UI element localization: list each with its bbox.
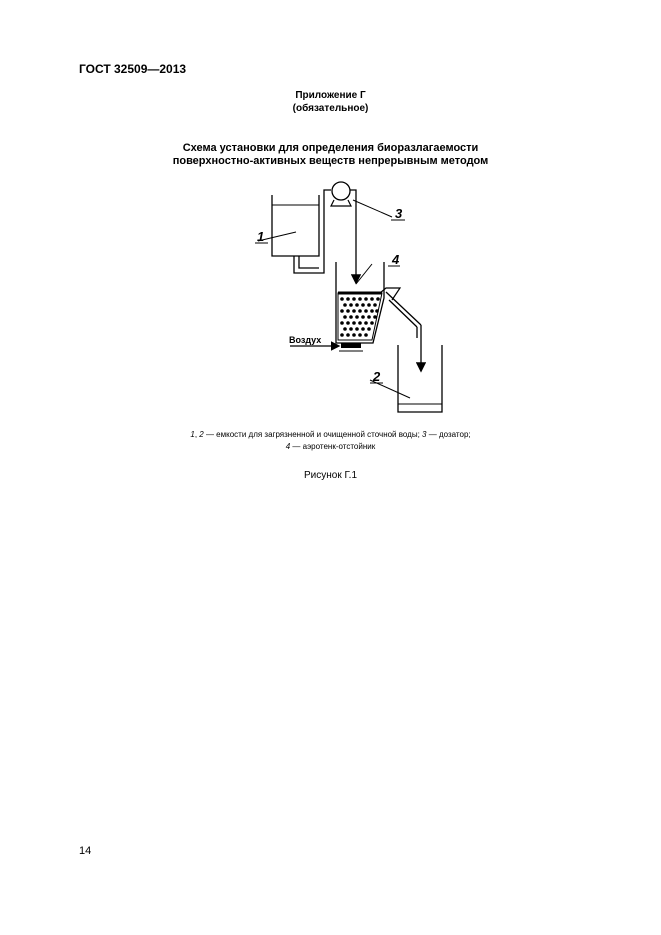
dosing-pump [331,182,351,206]
container-2 [398,345,442,412]
figure-caption-line-2: 4 — аэротенк-отстойник [285,442,376,451]
dosing-pipe [350,190,356,282]
page-number: 14 [79,845,92,857]
container-1 [272,195,319,256]
label-container-2: 2 [373,369,381,384]
overflow-pipe [380,288,421,370]
appendix-title: Приложение Г [295,90,366,101]
label-dosing-pump: 3 [395,206,403,221]
label-air: Воздух [289,335,322,345]
feed-pipe [294,190,331,273]
aeration-tank [336,262,384,351]
figure-label: Рисунок Г.1 [303,470,358,481]
label-leaders [255,200,410,398]
label-aeration-tank: 4 [392,252,400,267]
scheme-title-line-1: Схема установки для определения биоразлагаемости [182,142,479,154]
document-code: ГОСТ 32509—2013 [79,62,187,76]
figure-caption-line-1: 1, 2 — емкости для загрязненной и очищенной сточной воды; 3 — дозатор; [190,430,471,439]
scheme-title-line-2: поверхностно-активных веществ непрерывным методом [172,155,489,167]
label-container-1: 1 [257,229,265,244]
appendix-status: (обязательное) [292,103,369,114]
